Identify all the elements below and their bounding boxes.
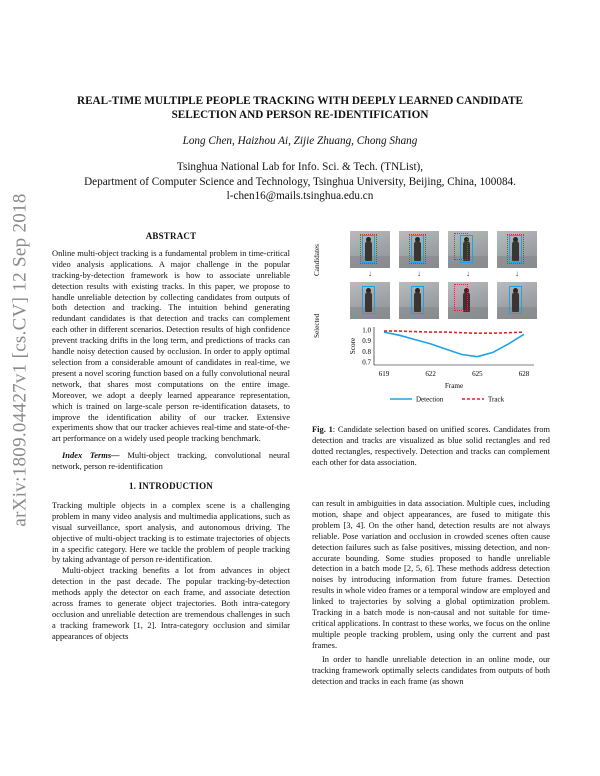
intro-paragraph-1: Tracking multiple objects in a complex scene is a challenging problem in many video analysis and multimedia applications, such as visual surveillance, sport analysis, and autonomous driving. The objective of multi-object tracking is to estimate trajectories of objects in a specific category. Here we tackle the problem of people tracking by taking advantage of person re-identification. bbox=[52, 499, 290, 565]
arxiv-identifier bbox=[4, 150, 38, 570]
left-column bbox=[52, 231, 290, 642]
down-arrow-icon: ↓ bbox=[466, 269, 470, 278]
figure-caption bbox=[312, 424, 550, 468]
right-paragraph-2: In order to handle unreliable detection in an online mode, our tracking framework optimally selects candidates from outputs of both detection and tracks in each frame (as shown bbox=[312, 653, 550, 686]
abstract-heading: ABSTRACT bbox=[145, 231, 197, 241]
y-tick-label: 0.8 bbox=[362, 347, 371, 356]
selected-frame-628 bbox=[497, 282, 537, 319]
caption-text: : Candidate selection based on unified scores. Candidates from detection and tracks are visualized as blue solid rectangles and red dotted rectangles, respectively. Detection and tracks can complement each other for data association. bbox=[312, 424, 550, 467]
index-terms bbox=[52, 450, 290, 472]
abstract-text: Online multi-object tracking is a fundamental problem in time-critical video analysis applications. A major challenge in the popular tracking-by-detection framework is how to associate unreliable detection results with existing tracks. In this paper, we propose to handle unreliable detection by collecting candidates from outputs of both detection and tracking. The intuition behind generating redundant candidates is that detection and tracks can complement each other in different scenarios. Detection results of high confidence prevent tracking drifts in the long term, and predictions of tracks can handle noisy detection caused by occlusion. In order to apply optimal selection from a considerable amount of candidates in real-time, we present a novel scoring function based on a fully convolutional neural network, that shares most computations on the entire image. Moreover, we adopt a deeply learned appearance representation, which is trained on large-scale person re-identification datasets, to improve the identification ability of our tracker. Extensive experiments show that our tracker achieves real-time and state-of-the-art performance on a widely used people tracking benchmark. bbox=[52, 247, 290, 444]
x-tick-label: 628 bbox=[518, 370, 530, 378]
down-arrow-icon: ↓ bbox=[515, 269, 519, 278]
candidate-frame-628 bbox=[497, 231, 537, 268]
affiliation bbox=[60, 160, 540, 204]
index-terms-text: Multi-object tracking, convolutional neural network, person re-identification bbox=[52, 450, 290, 472]
down-arrow-icon: ↓ bbox=[368, 269, 372, 278]
selected-frame-619 bbox=[350, 282, 390, 319]
down-arrow-icon: ↓ bbox=[417, 269, 421, 278]
x-axis-label: Frame bbox=[444, 382, 464, 390]
row-label-selected: Selected bbox=[313, 313, 321, 338]
series-line-track bbox=[384, 331, 524, 333]
row-label-candidates: Candidates bbox=[313, 244, 321, 276]
candidate-frame-625 bbox=[448, 231, 488, 268]
candidate-frame-619 bbox=[350, 231, 390, 268]
right-column bbox=[312, 498, 550, 686]
title-line-2: SELECTION AND PERSON RE-IDENTIFICATION bbox=[171, 109, 429, 121]
selected-frame-622 bbox=[399, 282, 439, 319]
authors: Long Chen, Haizhou Ai, Zijie Zhuang, Chong Shang bbox=[182, 135, 418, 147]
score-chart bbox=[312, 326, 550, 416]
figure-1 bbox=[312, 226, 550, 416]
legend-label-track: Track bbox=[488, 395, 505, 404]
caption-label: Fig. 1 bbox=[312, 424, 333, 434]
y-axis-label: Score bbox=[349, 337, 357, 355]
x-tick-label: 622 bbox=[425, 370, 436, 378]
selected-frame-625 bbox=[448, 282, 488, 319]
affiliation-lab: Tsinghua National Lab for Info. Sci. & Tech. (TNList), bbox=[176, 161, 424, 173]
candidate-frame-622 bbox=[399, 231, 439, 268]
affiliation-email: l-chen16@mails.tsinghua.edu.cn bbox=[226, 190, 374, 202]
intro-heading: 1. INTRODUCTION bbox=[128, 481, 213, 492]
right-paragraph-1: can result in ambiguities in data association. Multiple cues, including motion, shape and object appearances, are fused to mitigate this problem [3, 4]. On the other hand, detection results are not always reliable. Pose variation and occlusion in crowded scenes often cause detection failures such as false positives, missing detection, and non-accurate bounding. Some studies proposed to handle unreliable detection in a batch mode [2, 5, 6]. These methods address detection noises by introducing information from future frames. Detection results in whole video frames or a temporal window are employed and linked to trajectories by solving a global optimization problem. Tracking in a batch mode is non-causal and not suitable for time-critical applications. In contrast to these works, we focus on the online multiple people tracking problem, using only the current and past frames. bbox=[312, 498, 550, 650]
index-terms-label: Index Terms— bbox=[62, 450, 120, 461]
x-tick-label: 625 bbox=[472, 370, 483, 378]
series-line-detection bbox=[384, 332, 524, 357]
x-tick-label: 619 bbox=[378, 370, 390, 378]
title-line-1: REAL-TIME MULTIPLE PEOPLE TRACKING WITH DEEPLY LEARNED CANDIDATE bbox=[76, 95, 524, 107]
y-tick-label: 1.0 bbox=[362, 326, 371, 335]
y-tick-label: 0.9 bbox=[362, 337, 371, 346]
paper-title bbox=[60, 94, 540, 122]
affiliation-dept: Department of Computer Science and Technology, Tsinghua University, Beijing, China, 100084. bbox=[84, 175, 516, 188]
intro-paragraph-2: Multi-object tracking benefits a lot from advances in object detection in the past decade. The popular tracking-by-detection methods apply the detector on each frame, and associate detection across frames to generate object trajectories. Both intra-category occlusion and unreliable detection are tremendous challenges in such a tracking framework [1, 2]. Intra-category occlusion and similar appearances of objects bbox=[52, 565, 290, 641]
y-tick-label: 0.7 bbox=[362, 358, 371, 367]
arxiv-identifier-text: arXiv:1809.04427v1 [cs.CV] 12 Sep 2018 bbox=[10, 193, 32, 527]
legend-label-detection: Detection bbox=[416, 395, 444, 404]
